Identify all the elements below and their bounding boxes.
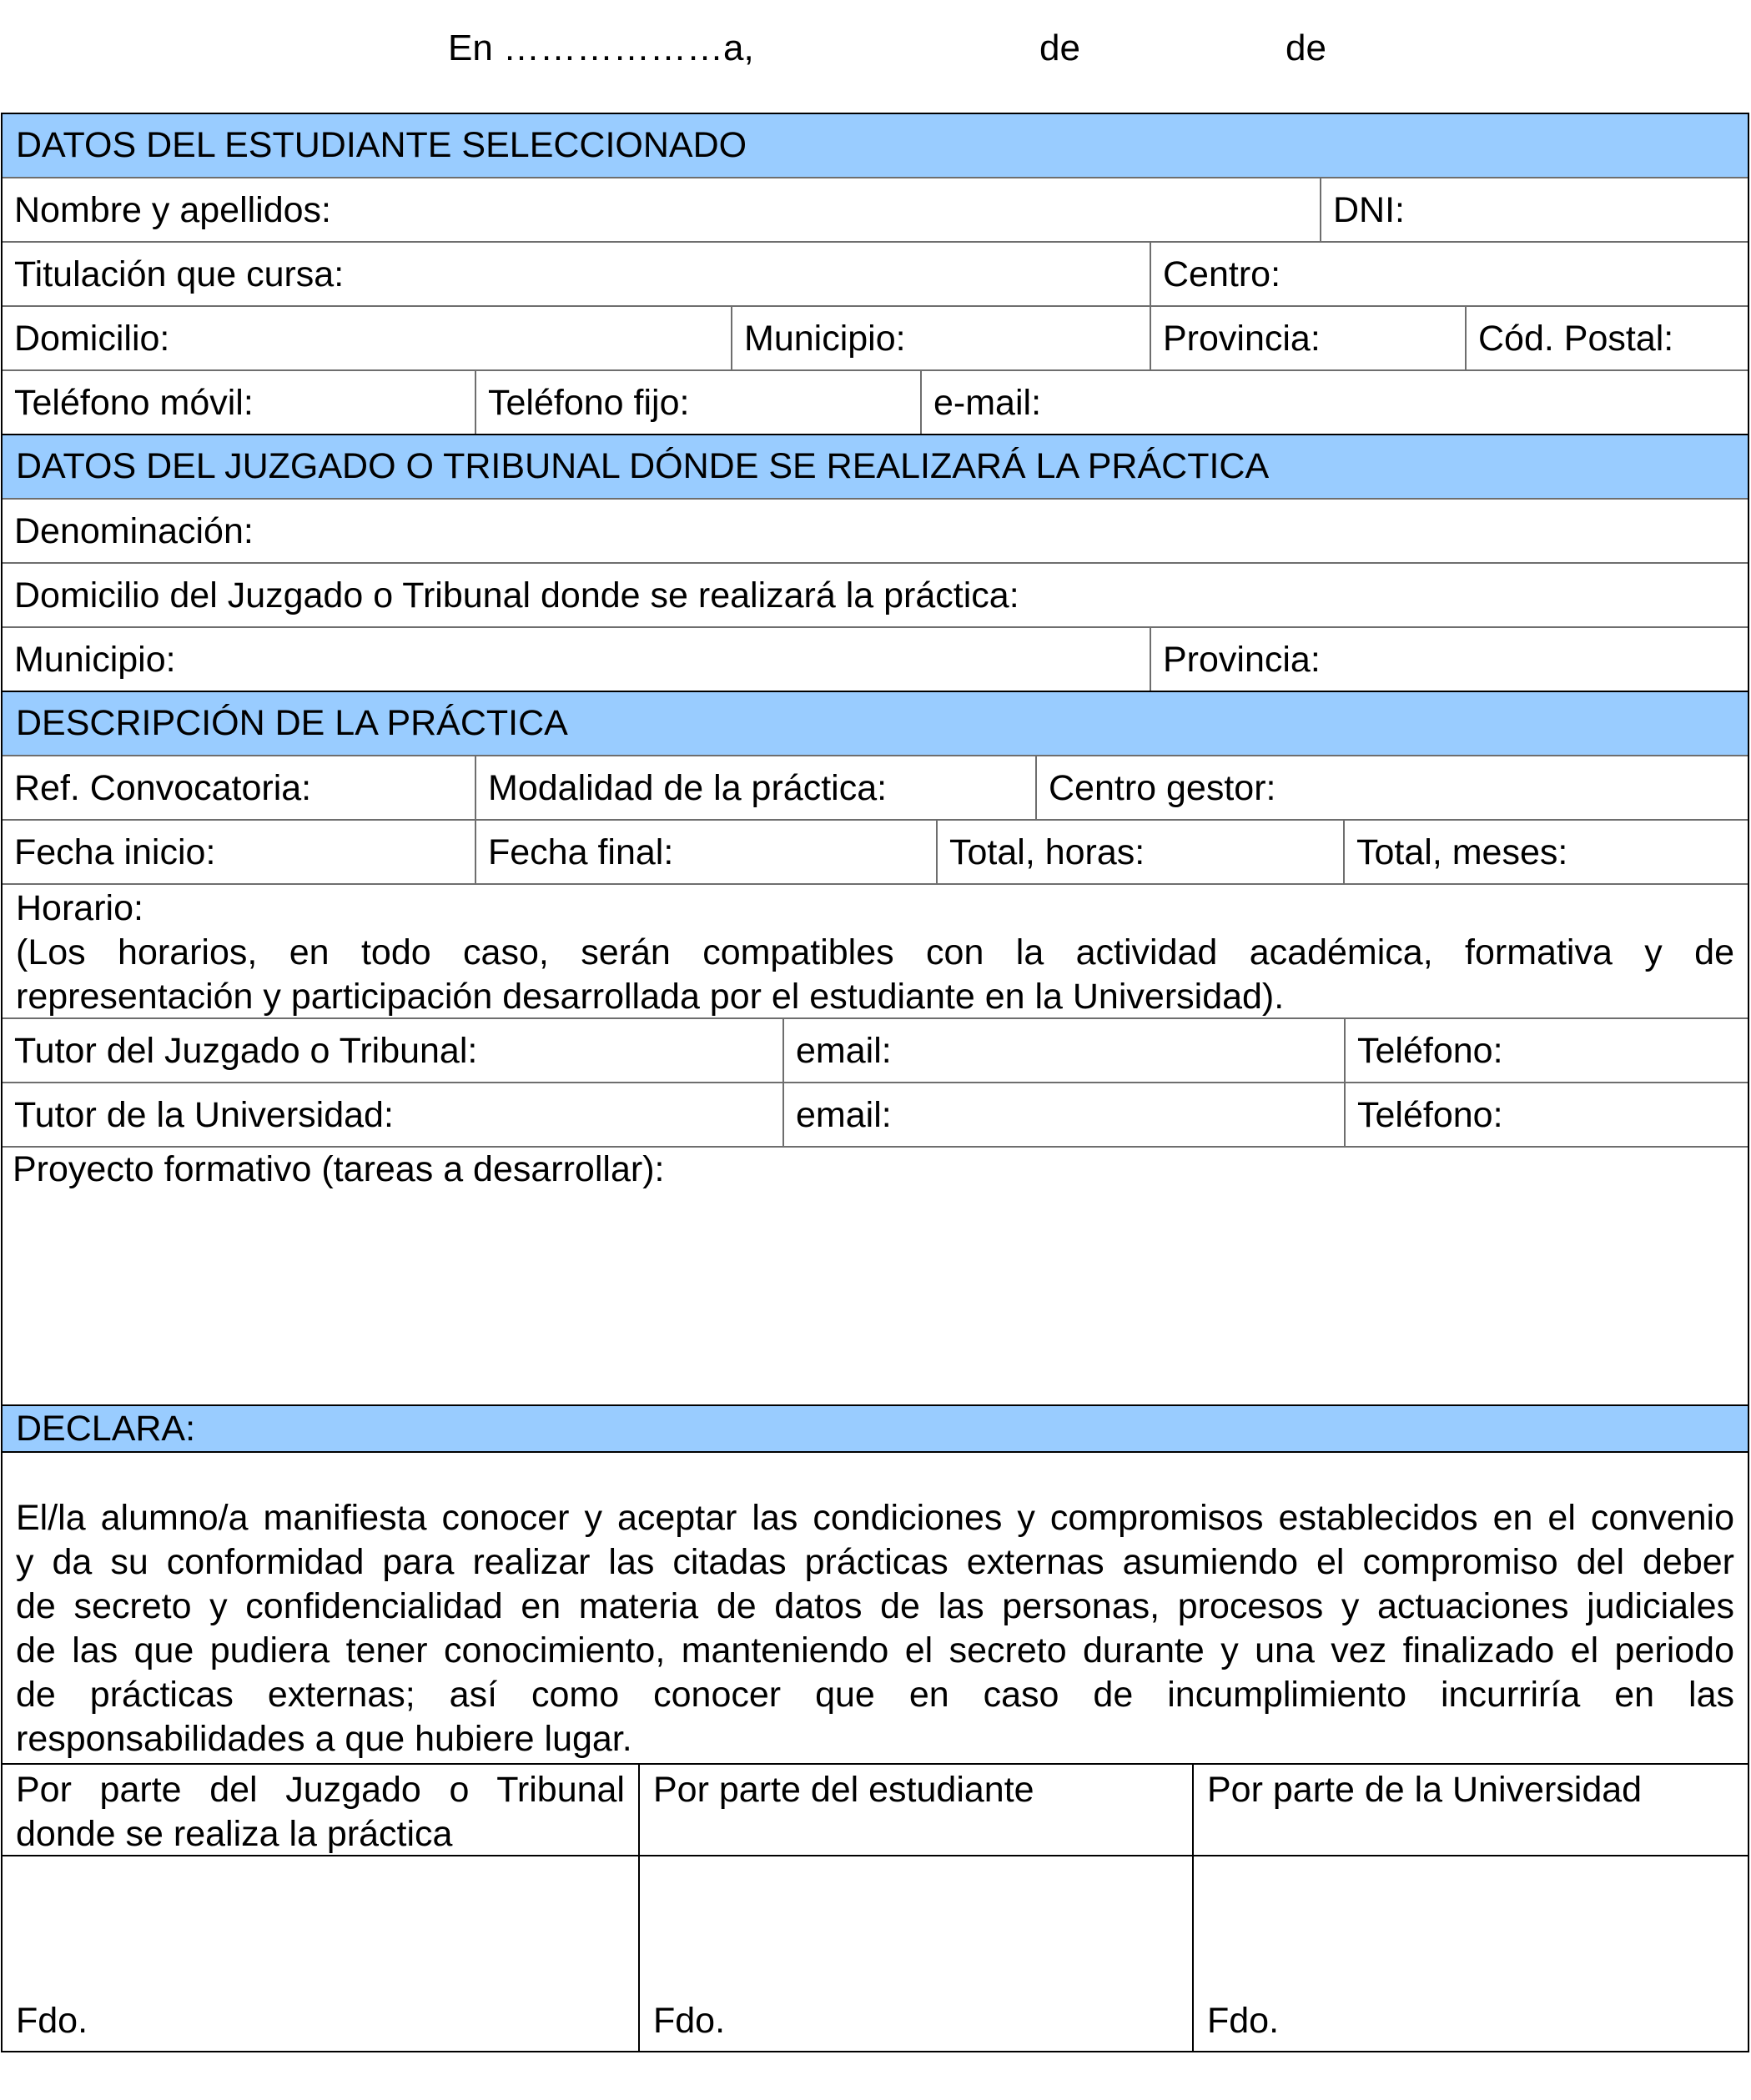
declaration-line-1: El/la alumno/a manifiesta conocer y aceptar las condiciones y compromisos establecidos en el convenio <box>16 1498 1734 1538</box>
court-province-field[interactable] <box>1151 628 1748 691</box>
student-center-field[interactable] <box>1151 243 1748 305</box>
court-tutor-email-field[interactable] <box>784 1019 1346 1082</box>
uni-tutor-label: Tutor de la Universidad: <box>14 1094 394 1135</box>
declaration-line-5: de prácticas externas; así como conocer que en caso de incumplimiento incurriría en las <box>16 1675 1734 1715</box>
student-dni-field[interactable] <box>1321 178 1748 241</box>
court-tutor-field[interactable] <box>3 1019 784 1082</box>
student-center-label: Centro: <box>1163 254 1281 294</box>
student-landline-field[interactable] <box>476 371 922 434</box>
court-municipality-label: Municipio: <box>14 639 176 680</box>
uni-tutor-field[interactable] <box>3 1083 784 1146</box>
uni-tutor-email-field[interactable] <box>784 1083 1346 1146</box>
court-tutor-phone-label: Teléfono: <box>1357 1030 1503 1071</box>
declaration-line-4: de las que pudiera tener conocimiento, manteniendo el secreto durante y una vez finalizado el periodo <box>16 1630 1734 1670</box>
student-address-label: Domicilio: <box>14 318 170 359</box>
uni-tutor-phone-field[interactable] <box>1346 1083 1748 1146</box>
court-address-field[interactable] <box>3 564 1748 626</box>
student-name-label: Nombre y apellidos: <box>14 189 332 230</box>
practice-row-uni-tutor <box>3 1083 1748 1148</box>
practice-row-court-tutor <box>3 1019 1748 1083</box>
uni-tutor-email-label: email: <box>796 1094 892 1135</box>
practice-months-field[interactable] <box>1345 821 1748 883</box>
sig-student-box[interactable] <box>640 1856 1194 2051</box>
court-address-label: Domicilio del Juzgado o Tribunal donde se realizará la práctica: <box>14 575 1019 615</box>
student-row-name <box>3 178 1748 243</box>
court-row-denomination <box>3 500 1748 564</box>
sig-student-label: Por parte del estudiante <box>653 1770 1034 1810</box>
student-postal-code-label: Cód. Postal: <box>1478 318 1674 359</box>
student-row-degree <box>3 243 1748 307</box>
declaration-line-3: de secreto y confidencialidad en materia de datos de las personas, procesos y actuaciones judiciales <box>16 1586 1734 1626</box>
student-row-address <box>3 307 1748 371</box>
practice-schedule-note-line-2: representación y participación desarrollada por el estudiante en la Universidad). <box>16 977 1285 1017</box>
court-section-header <box>3 435 1748 500</box>
practice-manager-label: Centro gestor: <box>1049 767 1276 808</box>
court-row-address <box>3 564 1748 628</box>
date-de-2: de <box>1286 28 1326 68</box>
practice-row-dates <box>3 821 1748 885</box>
student-dni-label: DNI: <box>1333 189 1405 230</box>
student-municipality-field[interactable] <box>732 307 1151 369</box>
student-province-field[interactable] <box>1151 307 1467 369</box>
place-text: En ………………a, <box>448 28 754 68</box>
student-degree-field[interactable] <box>3 243 1151 305</box>
practice-hours-label: Total, horas: <box>949 831 1145 872</box>
declaration-body <box>3 1453 1748 1765</box>
student-landline-label: Teléfono fijo: <box>488 382 690 423</box>
uni-tutor-phone-label: Teléfono: <box>1357 1094 1503 1135</box>
practice-modality-field[interactable] <box>476 756 1037 819</box>
practice-hours-field[interactable] <box>938 821 1345 883</box>
court-tutor-email-label: email: <box>796 1030 892 1071</box>
court-tutor-phone-field[interactable] <box>1346 1019 1748 1082</box>
sig-court-label-line-2: donde se realiza la práctica <box>16 1814 453 1854</box>
student-province-label: Provincia: <box>1163 318 1321 359</box>
practice-modality-label: Modalidad de la práctica: <box>488 767 888 808</box>
practice-schedule-note-line-1: (Los horarios, en todo caso, serán compatibles con la actividad académica, formativa y de <box>16 932 1734 972</box>
student-row-contact <box>3 371 1748 435</box>
sig-court-fdo: Fdo. <box>16 2001 88 2041</box>
practice-end-label: Fecha final: <box>488 831 674 872</box>
practice-section-header <box>3 692 1748 756</box>
court-row-location <box>3 628 1748 692</box>
practice-row-ref <box>3 756 1748 821</box>
sig-court-header <box>3 1765 640 1855</box>
sig-court-label-line-1: Por parte del Juzgado o Tribunal <box>16 1770 625 1810</box>
student-municipality-label: Municipio: <box>744 318 906 359</box>
student-email-label: e-mail: <box>933 382 1042 423</box>
practice-start-label: Fecha inicio: <box>14 831 216 872</box>
practice-ref-field[interactable] <box>3 756 476 819</box>
student-mobile-label: Teléfono móvil: <box>14 382 254 423</box>
date-de-1: de <box>1039 28 1080 68</box>
declaration-line-2: y da su conformidad para realizar las citadas prácticas externas asumiendo el compromiso del deber <box>16 1542 1734 1582</box>
sig-university-header <box>1194 1765 1748 1855</box>
practice-manager-field[interactable] <box>1037 756 1748 819</box>
court-municipality-field[interactable] <box>3 628 1151 691</box>
sig-university-fdo: Fdo. <box>1207 2001 1280 2041</box>
declaration-section-title: DECLARA: <box>16 1408 196 1449</box>
student-name-field[interactable] <box>3 178 1321 241</box>
court-denomination-label: Denominación: <box>14 510 254 551</box>
signature-row <box>3 1856 1748 2051</box>
student-address-field[interactable] <box>3 307 732 369</box>
practice-row-schedule[interactable] <box>3 885 1748 1019</box>
signature-header-row <box>3 1765 1748 1856</box>
sig-student-fdo: Fdo. <box>653 2001 726 2041</box>
declaration-line-6: responsabilidades a que hubiere lugar. <box>16 1719 632 1759</box>
student-section-title: DATOS DEL ESTUDIANTE SELECCIONADO <box>16 125 747 165</box>
student-mobile-field[interactable] <box>3 371 476 434</box>
court-section-title: DATOS DEL JUZGADO O TRIBUNAL DÓNDE SE REALIZARÁ LA PRÁCTICA <box>16 446 1270 486</box>
practice-start-field[interactable] <box>3 821 476 883</box>
practice-schedule-label: Horario: <box>16 888 143 928</box>
student-email-field[interactable] <box>922 371 1748 434</box>
practice-project-label: Proyecto formativo (tareas a desarrollar): <box>13 1149 665 1189</box>
declaration-section-header <box>3 1406 1748 1453</box>
sig-university-label: Por parte de la Universidad <box>1207 1770 1643 1810</box>
student-degree-label: Titulación que cursa: <box>14 254 345 294</box>
practice-section-title: DESCRIPCIÓN DE LA PRÁCTICA <box>16 703 568 743</box>
student-section-header <box>3 114 1748 178</box>
sig-court-box[interactable] <box>3 1856 640 2051</box>
sig-university-box[interactable] <box>1194 1856 1748 2051</box>
court-tutor-label: Tutor del Juzgado o Tribunal: <box>14 1030 478 1071</box>
practice-end-field[interactable] <box>476 821 938 883</box>
practice-months-label: Total, meses: <box>1356 831 1568 872</box>
practice-ref-label: Ref. Convocatoria: <box>14 767 312 808</box>
court-province-label: Provincia: <box>1163 639 1321 680</box>
court-denomination-field[interactable] <box>3 500 1748 562</box>
practice-row-project[interactable] <box>3 1148 1748 1406</box>
practice-form <box>1 113 1749 2052</box>
student-postal-code-field[interactable] <box>1467 307 1748 369</box>
sig-student-header <box>640 1765 1194 1855</box>
